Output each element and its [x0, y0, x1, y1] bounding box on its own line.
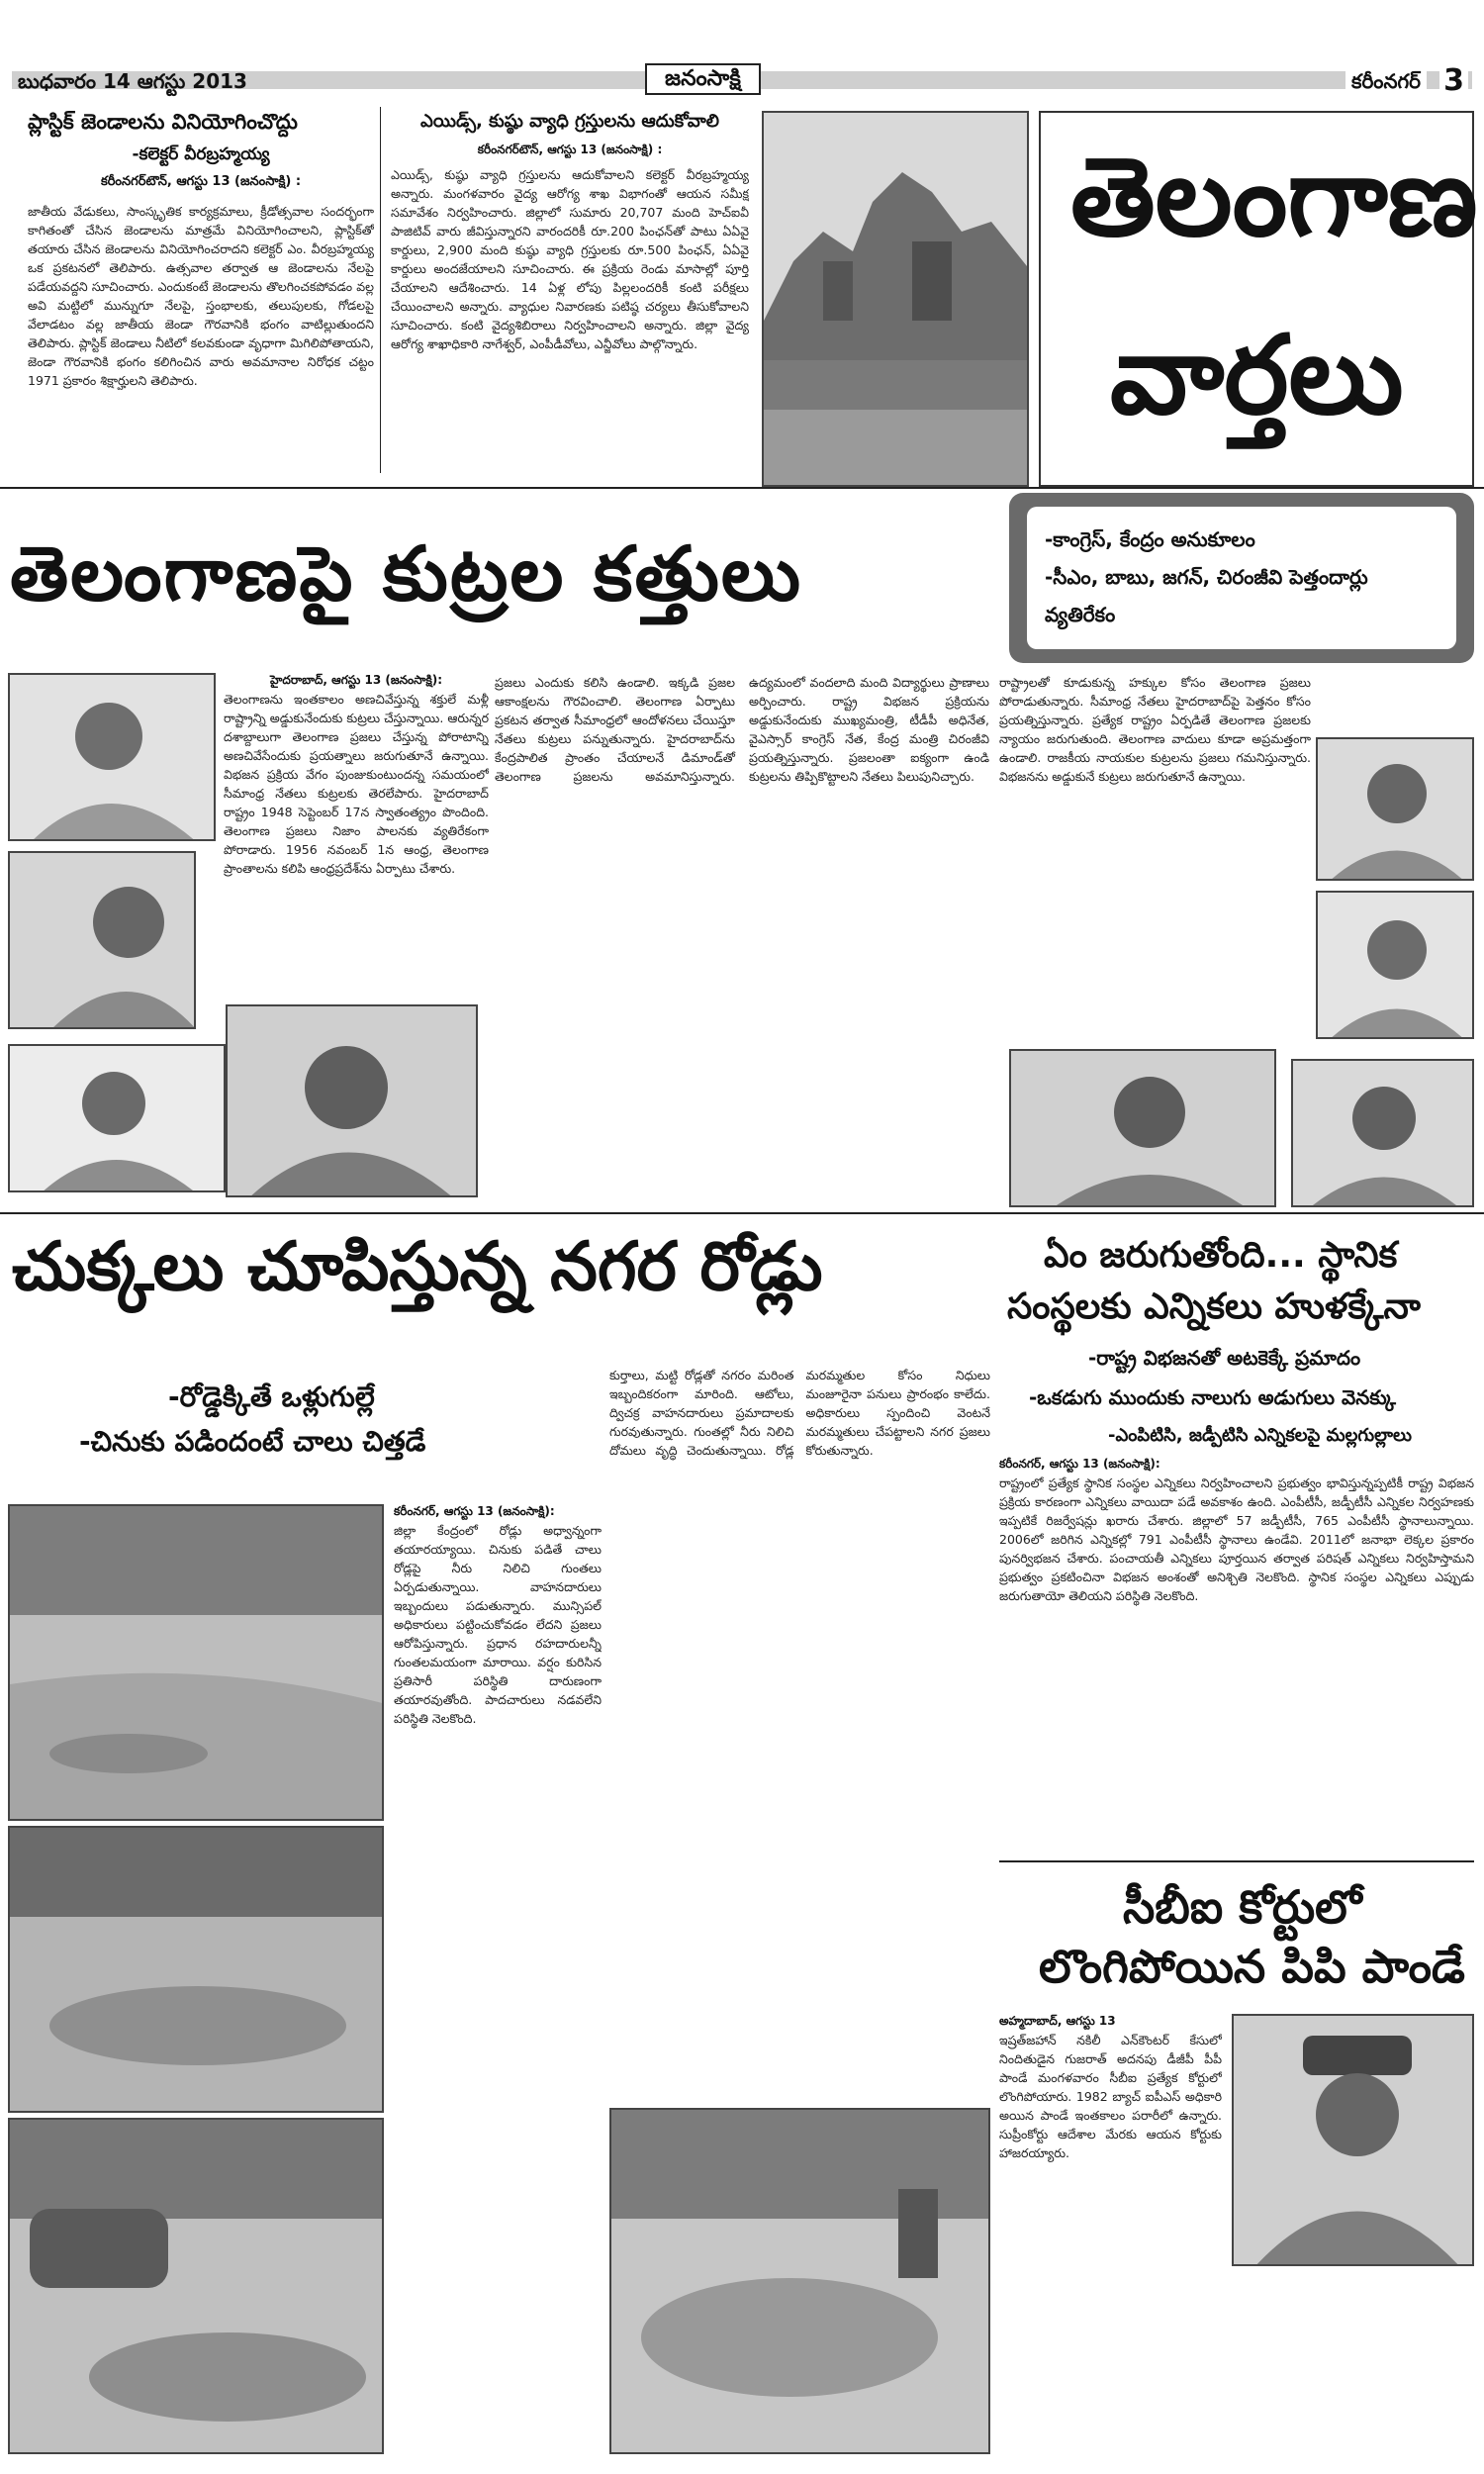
page-number: 3 [1439, 63, 1468, 98]
roads-column-2 [609, 1366, 990, 2098]
banner-line-2: వార్తలు [1110, 312, 1404, 438]
portrait-illustration [1011, 1051, 1276, 1207]
story-headline: ప్లాస్టిక్ జెండాలను వినియోగించొద్దు [28, 110, 298, 134]
lead-body-1: తెలంగాణను ఇంతకాలం అణచివేస్తున్న శక్తులే మళ్లీ రాష్ట్రాన్ని అడ్డుకునేందుకు కుట్రలు చేస్తున్నాయి. ఆరున్నర దశాబ్దాలుగా తెలంగాణ ప్రజలు చేస్తున్న పోరాటాన్ని అణచివేసేందుకు ప్రయత్నాలు జరుగుతూనే ఉన్నాయి. విభజన ప్రక్రియ వేగం పుంజుకుంటుందన్న సమయంలో సీమాంధ్ర నేతలు కుట్రలకు తెరలేపారు. హైదరాబాద్ రాష్ట్రం 1948 సెప్టెంబర్ 17న స్వాతంత్య్రం పొందింది. తెలంగాణ ప్రజలు నిజాం పాలనకు వ్యతిరేకంగా పోరాడారు. 1956 నవంబర్ 1న ఆంధ్ర, తెలంగాణ ప్రాంతాలను కలిపి ఆంధ్రప్రదేశ్‌ను ఏర్పాటు చేశారు. [224, 692, 489, 876]
portrait-illustration [1293, 1061, 1474, 1207]
section-divider [0, 487, 1484, 489]
road-illustration [10, 2120, 384, 2454]
story-headline: ఎయిడ్స్, కుష్ఠు వ్యాధి గ్రస్తులను ఆదుకోవాలి [420, 111, 719, 132]
polls-column [999, 1457, 1474, 1853]
polls-dateline: కరీంనగర్, ఆగస్టు 13 (జనంసాక్షి): [999, 1457, 1160, 1471]
story-body: జాతీయ వేడుకలు, సాంస్కృతిక కార్యక్రమాలు, క్రీడోత్సవాల సందర్భంగా కాగితంతో చేసిన జెండాలను మాత్రమే వినియోగించాలని, ప్లాస్టిక్‌తో తయారు చేసిన జెండాలను వినియోగించరాదని కలెక్టర్ ఎం. వీరబ్రహ్మయ్య ఒక ప్రకటనలో తెలిపారు. ఉత్సవాల తర్వాత ఆ జెండాలను నేలపై పడేయవద్దని సూచించారు. ఎందుకంటే జెండాలను తొలగించకపోవడం వల్ల అవి మట్టిలో మున్నుగూ నేలపై, స్తంభాలకు, తలుపులకు, గోడలపై వేలాడటం వల్ల జాతీయ జెండా గౌరవానికి భంగం వాటిల్లుతుందని తెలిపారు. ప్లాస్టిక్ జెండాలు నీటిలో కలవకుండా వృధాగా మిగిలిపోతాయని, జెండా గౌరవానికి భంగం కలిగించిన వారు అవమానాల నిరోధక చట్టం 1971 ప్రకారం శిక్షార్హులని తెలిపారు. [28, 204, 374, 388]
story-body: ఎయిడ్స్, కుష్ఠు వ్యాధి గ్రస్తులను ఆదుకోవాలని కలెక్టర్ వీరబ్రహ్మయ్య అన్నారు. మంగళవారం వైద్య ఆరోగ్య శాఖ విభాగంతో ఆయన సమీక్ష సమావేశం నిర్వహించారు. జిల్లాలో సుమారు 20,707 మంది హెచ్ఐవీ పాజిటివ్ వారు జీవిస్తున్నారని వారందరికీ రూ.200 పింఛన్‌తో పాటు ఏఏవై కార్డులు, 2,900 మంది కుష్ఠు వ్యాధి గ్రస్తులకు రూ.500 పింఛన్, ఏఏవై కార్డులు అందజేయాలని సూచించారు. ఈ ప్రక్రియ రెండు మాసాల్లో పూర్తి చేయాలని ఆదేశించారు. 14 ఏళ్ల లోపు పిల్లలందరికీ కంటి పరీక్షలు చేయించాలని అన్నారు. వ్యాధుల నివారణకు పటిష్ఠ చర్యలు తీసుకోవాలని సూచించారు. కంటి వైద్యశిబిరాలు నిర్వహించాలని అన్నారు. జిల్లా వైద్య ఆరోగ్య శాఖాధికారి నాగేశ్వర్, ఎంపీడీవోలు, ఎన్జీవోలు పాల్గొన్నారు. [391, 167, 749, 351]
fort-illustration [764, 113, 1029, 487]
polls-headline-1: ఏం జరుగుతోంది... స్థానిక [1044, 1235, 1398, 1276]
portrait-illustration [1234, 2016, 1474, 2266]
portrait-illustration [10, 853, 196, 1029]
story-dateline: కరీంనగర్‌టౌన్, ఆగస్టు 13 (జనంసాక్షి) : [477, 143, 663, 156]
story-dateline: కరీంనగర్‌టౌన్, ఆగస్టు 13 (జనంసాక్షి) : [100, 174, 302, 189]
polls-sub-2: -ఒకడుగు ముందుకు నాలుగు అడుగులు వెనక్కు [1029, 1385, 1396, 1409]
photo-politician-1 [8, 673, 216, 841]
road-illustration [10, 1506, 384, 1821]
photo-politician-2 [8, 851, 196, 1029]
portrait-illustration [10, 675, 216, 841]
telangana-news-banner [1039, 111, 1478, 487]
roads-dateline: కరీంనగర్, ఆగస్టు 13 (జనంసాక్షి): [394, 1504, 555, 1518]
photo-sonia [226, 1004, 478, 1197]
roads-sub-1: -రోడ్డెక్కితే ఒళ్లుగుల్లే [168, 1380, 375, 1413]
cbi-column [999, 2014, 1222, 2454]
story-plastic-flags [28, 107, 374, 463]
story-byline: -కలెక్టర్ వీరబ్రహ్మయ్య [132, 144, 270, 164]
lead-headline: తెలంగాణపై కుట్రల కత్తులు [10, 529, 803, 618]
column-divider [380, 107, 381, 473]
photo-politician-3 [8, 1044, 226, 1192]
lead-column-2 [495, 673, 989, 1197]
photo-chiranjeevi [1291, 1059, 1474, 1207]
highlight-line: వ్యతిరేకం [1045, 603, 1116, 626]
photo-pp-pandey [1232, 2014, 1474, 2266]
section-divider [999, 1860, 1474, 1862]
portrait-illustration [228, 1006, 478, 1197]
road-illustration [611, 2110, 990, 2454]
polls-sub-3: -ఎంపిటిసి, జడ్పీటిసి ఎన్నికలపై మల్లగుల్లాలు [1108, 1425, 1412, 1446]
cbi-body: ఇష్రత్‌జహాన్ నకిలీ ఎన్‌కౌంటర్ కేసులో నిందితుడైన గుజరాత్ అదనపు డీజీపీ పీపీ పాండే మంగళవారం సీబీఐ ప్రత్యేక కోర్టులో లొంగిపోయారు. 1982 బ్యాచ్ ఐపీఎస్ అధికారి అయిన పాండే ఇంతకాలం పరారీలో ఉన్నారు. సుప్రీంకోర్టు ఆదేశాల మేరకు ఆయన కోర్టుకు హాజరయ్యారు. [999, 2033, 1222, 2160]
road-photo-3 [8, 2118, 384, 2454]
cbi-headline-1: సీబీఐ కోర్టులో [1123, 1880, 1362, 1934]
polls-sub-1: -రాష్ట్ర విభజనతో అటకెక్కే ప్రమాదం [1088, 1346, 1361, 1370]
highlight-line: -కాంగ్రెస్, కేంద్రం అనుకూలం [1045, 527, 1255, 551]
roads-sub-2: -చినుకు పడిందంటే చాలు చిత్తడే [79, 1425, 426, 1458]
lead-dateline: హైదరాబాద్, ఆగస్టు 13 (జనంసాక్షి): [269, 673, 443, 687]
road-illustration [10, 1828, 384, 2113]
lead-body-2: ప్రజలు ఎందుకు కలిసి ఉండాలి. ఇక్కడి ప్రజల ఆకాంక్షలను గౌరవించాలి. తెలంగాణ ఏర్పాటు ప్రకటన తర్వాత సీమాంధ్రలో ఆందోళనలు చేయిస్తూ నేతలు కుట్రలు పన్నుతున్నారు. హైదరాబాద్‌ను కేంద్రపాలిత ప్రాంతం చేయాలనే డిమాండ్‌తో తెలంగాణ ప్రజలను అవమానిస్తున్నారు. ఉద్యమంలో వందలాది మంది విద్యార్థులు ప్రాణాలు అర్పించారు. రాష్ట్ర విభజన ప్రక్రియను అడ్డుకునేందుకు ముఖ్యమంత్రి, టీడీపీ అధినేత, వైఎస్సార్ కాంగ్రెస్ నేత, కేంద్ర మంత్రి చిరంజీవి ప్రయత్నిస్తున్నారు. ప్రజలంతా ఐక్యంగా ఉండి కుట్రలను తిప్పికొట్టాలని నేతలు పిలుపునిచ్చారు. [495, 675, 989, 784]
roads-body-1: జిల్లా కేంద్రంలో రోడ్లు అధ్వాన్నంగా తయారయ్యాయి. చినుకు పడితే చాలు రోడ్లపై నీరు నిలిచి గుంతలు ఏర్పడుతున్నాయి. వాహనదారులు ఇబ్బందులు పడుతున్నారు. మున్సిపల్ అధికారులు పట్టించుకోవడం లేదని ప్రజలు ఆరోపిస్తున్నారు. ప్రధాన రహదారులన్నీ గుంతలమయంగా మారాయి. వర్షం కురిసిన ప్రతిసారీ పరిస్థితి దారుణంగా తయారవుతోంది. పాదచారులు నడవలేని పరిస్థితి నెలకొంది. [394, 1523, 602, 1726]
photo-jagan [1316, 737, 1474, 881]
cbi-dateline: అహ్మదాబాద్, ఆగస్టు 13 [999, 2014, 1116, 2028]
road-photo-4 [609, 2108, 990, 2454]
issue-date: బుధవారం 14 ఆగస్టు 2013 [18, 69, 247, 93]
lead-highlights-box [1009, 493, 1474, 663]
portrait-illustration [1318, 893, 1474, 1039]
highlight-line: -సీఎం, బాబు, జగన్, చిరంజీవి పెత్తందార్లు [1045, 565, 1368, 589]
polls-headline-2: సంస్థలకు ఎన్నికలు హుళక్కేనా [1007, 1286, 1421, 1327]
polls-body: రాష్ట్రంలో ప్రత్యేక స్థానిక సంస్థల ఎన్నికలు నిర్వహించాలని ప్రభుత్వం భావిస్తున్నప్పటికీ రాష్ట్ర విభజన ప్రక్రియ కారణంగా ఎన్నికలు వాయిదా పడే అవకాశం ఉంది. ఎంపీటీసీ, జడ్పీటీసీ ఎన్నికల నిర్వహణకు ఇప్పటికే రిజర్వేషన్లు ఖరారు చేశారు. జిల్లాలో 57 జడ్పీటీసీ, 765 ఎంపీటీసీ స్థానాలున్నాయి. 2006లో జరిగిన ఎన్నికల్లో 791 ఎంపీటీసీ స్థానాలు ఉండేవి. 2011లో జనాభా లెక్కల ప్రకారం పునర్విభజన చేశారు. పంచాయతీ ఎన్నికలు పూర్తయిన తర్వాత పరిషత్ ఎన్నికలు నిర్వహిస్తామని ప్రభుత్వం ప్రకటించినా విభజన అంశంతో అనిశ్చితి నెలకొంది. స్థానిక సంస్థల ఎన్నికలు ఎప్పుడు జరుగుతాయో తెలియని పరిస్థితి నెలకొంది. [999, 1475, 1474, 1603]
banner-line-1: తెలంగాణ [1070, 134, 1478, 260]
roads-column-1 [394, 1504, 602, 2454]
lead-body-3: రాష్ట్రాలతో కూడుకున్న హక్కుల కోసం తెలంగాణ ప్రజలు పోరాడుతున్నారు. సీమాంధ్ర నేతలు హైదరాబాద్‌పై పెత్తనం కోసం ప్రయత్నిస్తున్నారు. ప్రత్యేక రాష్ట్రం ఏర్పడితే తెలంగాణ ప్రజలకు న్యాయం జరుగుతుంది. తెలంగాణ వాదులు కూడా అప్రమత్తంగా ఉండాలి. రాజకీయ నాయకుల కుట్రలను ప్రజలు గమనిస్తున్నారు. విభజనను అడ్డుకునే కుట్రలు జరుగుతూనే ఉన్నాయి. [999, 675, 1311, 784]
lead-column-1 [224, 673, 489, 999]
lead-column-3 [999, 673, 1311, 1039]
portrait-illustration [1318, 739, 1474, 881]
section-divider [0, 1212, 1484, 1214]
road-photo-2 [8, 1826, 384, 2113]
edition-city: కరీంనగర్ [1345, 69, 1427, 98]
story-aids [391, 107, 749, 463]
masthead [12, 63, 1472, 97]
photo-kiran [1009, 1049, 1276, 1207]
photo-chandrababu [1316, 891, 1474, 1039]
roads-body-2: కుర్తాలు, మట్టి రోడ్లతో నగరం మరింత ఇబ్బందికరంగా మారింది. ఆటోలు, ద్విచక్ర వాహనదారులు ప్రమాదాలకు గురవుతున్నారు. గుంతల్లో నీరు నిలిచి దోమలు వృద్ధి చెందుతున్నాయి. రోడ్ల మరమ్మతుల కోసం నిధులు మంజూరైనా పనులు ప్రారంభం కాలేదు. అధికారులు స్పందించి వెంటనే మరమ్మతులు చేపట్టాలని నగర ప్రజలు కోరుతున్నారు. [609, 1368, 990, 1458]
portrait-illustration [10, 1046, 226, 1192]
roads-headline: చుక్కలు చూపిస్తున్న నగర రోడ్లు [12, 1228, 823, 1306]
fort-photo [762, 111, 1029, 487]
newspaper-brand: జనంసాక్షి [645, 63, 761, 95]
road-photo-1 [8, 1504, 384, 1821]
cbi-headline-2: లొంగిపోయిన పిపి పాండే [1039, 1940, 1465, 1993]
